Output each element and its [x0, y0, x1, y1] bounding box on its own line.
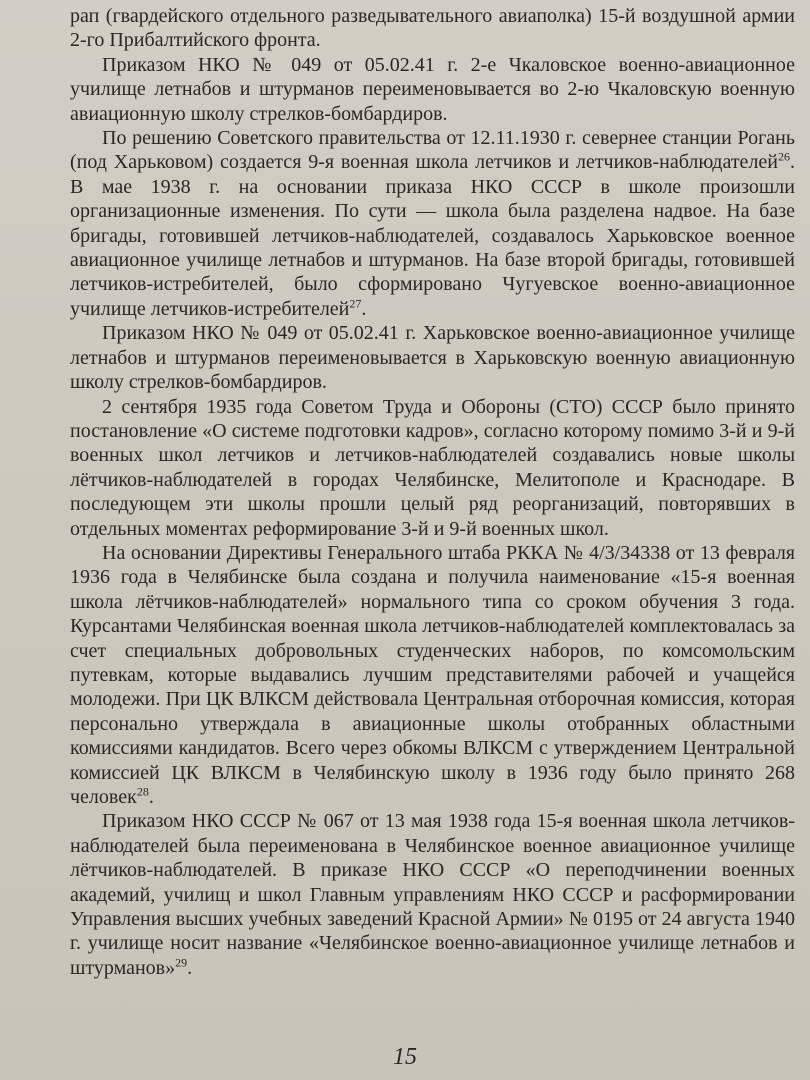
page-number: 15: [393, 1044, 417, 1070]
paragraph-4: Приказом НКО № 049 от 05.02.41 г. Харьковское военно-авиационное училище летнабов и штурманов переименовывается в Харьковскую военную авиационную школу стрелков-бомбардиров.: [70, 322, 795, 394]
footnote-ref-29: 29: [175, 955, 188, 970]
paragraph-1: рап (гвардейского отдельного разведывательного авиаполка) 15-й воздушной армии 2-го Прибалтийского фронта.: [70, 5, 795, 52]
paragraph-7: Приказом НКО СССР № 067 от 13 мая 1938 года 15-я военная школа летчиков-наблюдателей была переименована в Челябинское военное авиационное училище лётчиков-наблюдателей. В приказе НКО СССР «О переподчинении военных академий, училищ и школ Главным управлениям НКО СССР и расформировании Управления высших учебных заведений Красной Армии» № 0195 от 24 августа 1940 г. училище носит название «Челябинское военно-авиационное училище летнабов и штурманов»$^{29}$.: [70, 810, 795, 979]
paragraph-6: На основании Директивы Генерального штаба РККА № 4/3/34338 от 13 февраля 1936 года в Челябинске была создана и получила наименование «15-я военная школа лётчиков-наблюдателей» нормального типа со сроком обучения 3 года. Курсантами Челябинская военная школа летчиков-наблюдателей комплектовалась за счет специальных добровольных студенческих наборов, по комсомольским путевкам, которые выдавались лучшим представителями рабочей и учащейся молодежи. При ЦК ВЛКСМ действовала Центральная отборочная комиссия, которая персонально утверждала в авиационные школы отобранных областными комиссиями кандидатов. Всего через обкомы ВЛКСМ с утверждением Центральной комиссией ЦК ВЛКСМ в Челябинскую школу в 1936 году было принято 268 человек$^{28}$.: [70, 541, 795, 808]
paragraph-2: Приказом НКО № 049 от 05.02.41 г. 2-е Чкаловское военно-авиационное училище летнабов и штурманов переименовывается во 2-ю Чкаловскую военную авиационную школу стрелков-бомбардиров.: [70, 53, 795, 125]
paragraph-5: 2 сентября 1935 года Советом Труда и Обороны (СТО) СССР было принято постановление «О системе подготовки кадров», согласно которому помимо 3-й и 9-й военных школ летчиков и летчиков-наблюдателей создавались новые школы лётчиков-наблюдателей в городах Челябинске, Мелитополе и Краснодаре. В последующем эти школы прошли целый ряд реорганизаций, повторявших в отдельных моментах реформирование 3-й и 9-й военных школ.: [70, 395, 795, 540]
footnote-ref-27: 27: [349, 296, 362, 311]
footnote-ref-26: 26: [778, 149, 790, 164]
footnote-ref-28: 28: [136, 784, 149, 799]
body-text: [70, 4, 795, 980]
paragraph-3: По решению Советского правительства от 12.11.1930 г. севернее станции Рогань (под Харьковом) создается 9-я военная школа летчиков и летчиков-наблюдателей$^{26}$. В мае 1938 г. на основании приказа НКО СССР в школе произошли организационные изменения. По сути — школа была разделена надвое. На базе бригады, готовившей летчиков-наблюдателей, создавалось Харьковское военное авиационное училище летнабов и штурманов. На базе второй бригады, готовившей летчиков-истребителей, было сформировано Чугуевское военно-авиационное училище летчиков-истребителей$^{27}$.: [70, 127, 795, 320]
